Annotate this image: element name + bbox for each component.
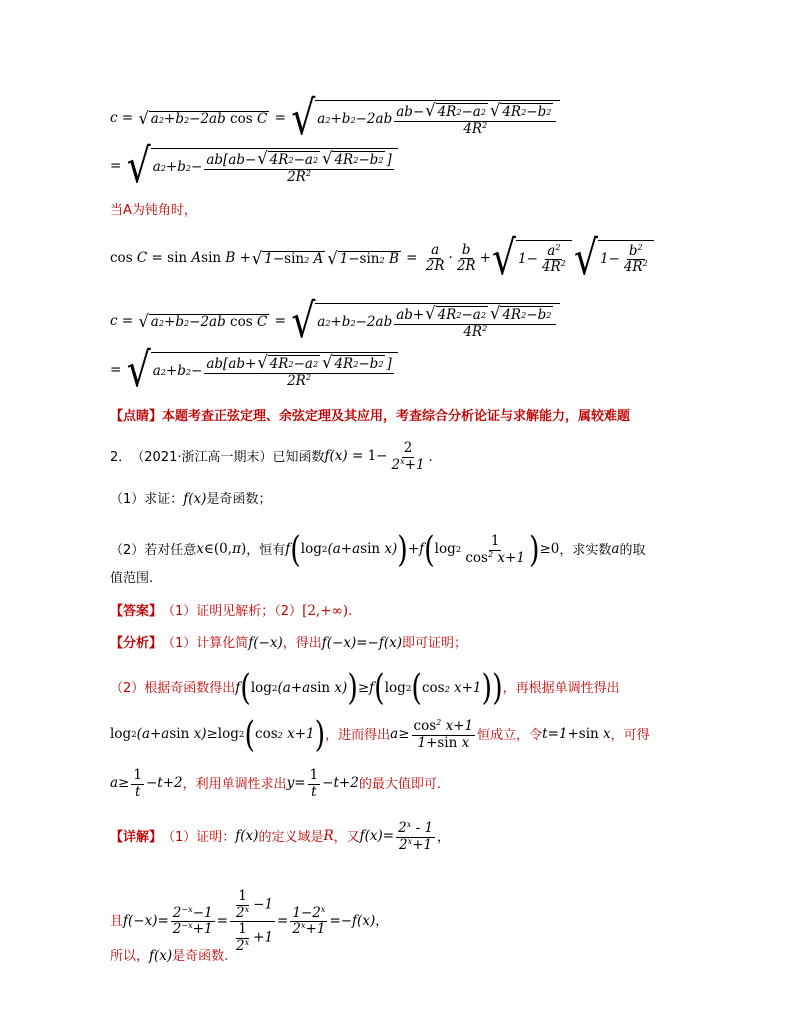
detail-tag: 【详解】 — [110, 829, 163, 845]
conclusion-line: 所以， f(x) 是奇函数. — [110, 948, 229, 965]
analysis-line-4: a≥ $\frac{1}{t}$ −t+2 ，利用单调性求出 y= $\frac{1}{t}$ −t+2 的最大值即可. — [110, 767, 441, 800]
dianjing-text: 本题考查正弦定理、余弦定理及其应用，考查综合分析论证与求解能力，属较难题 — [162, 409, 631, 424]
formula-c-obtuse-first: c = √ a 2 +b 2 −2ab cos C = √ a 2 +b 2 −2ab ab+ √ 4R 2 −a 2 √ 4R 2 −b 2 $4R^2$ — [110, 303, 754, 341]
dianjing-line — [110, 410, 754, 423]
question-2-part2-cont: 值范围. — [110, 571, 154, 586]
question-2-part2: （2） 若对任意 x ∈(0, π ) ，恒有 f ( log 2 (a+a sin x) ) +f ( log 2 $\frac{1}{\cos^2 x+1}$ ) ≥ 0 ，求实数 a 的取 — [110, 529, 646, 571]
obtuse-case-label: 当A为钝角时， — [110, 203, 197, 218]
formula-c-second: = √ a 2 +b 2 − ab[ab− √ 4R 2 −a 2 √ 4R 2 −b 2 ] $2R^2$ — [110, 148, 754, 186]
question-2-stem: 2． （2021·浙江高一期末） 已知函数 f(x) = 1 − $\frac{2}{2^x+1}$ . — [110, 440, 433, 473]
formula-c-obtuse-second: = √ a 2 +b 2 − ab[ab+ √ 4R 2 −a 2 √ 4R 2 −b 2 ] $2R^2$ — [110, 352, 754, 390]
detail-line-1: 【详解】 （1）证明： f(x) 的定义域是 R ，又 f(x)= $\frac{2^x - 1}{2^x+1}$ ， — [110, 819, 451, 853]
answer-line: 【答案】 （1）证明见解析；（2） [2,+∞) . — [110, 603, 353, 620]
analysis-line-2: （2）根据奇函数得出 f ( log 2 (a+a sin x) ) ≥f ( log 2 ( cos 2 x+1 ) ) ，再根据单调性得出 — [110, 668, 620, 709]
analysis-tag: 【分析】 — [110, 636, 163, 652]
formula-c-first: c = √ a 2 +b 2 −2ab cos C = √ a 2 +b 2 −2ab ab− √ 4R 2 −a 2 √ 4R 2 −b 2 $4R^2$ — [110, 100, 754, 138]
detail-line-2: 且 f(−x)= $\frac{2^{-x}-1}{2^{-x}+1}$ = $\frac{1}{2^x}$ −1 $\frac{1}{2^x}$ +1 = $\frac{1-2^x}{2^x+1}$ =−f(x) ， — [110, 888, 389, 954]
analysis-line-3: log 2 (a+a sin x)≥ log 2 ( cos 2 x+1 ) ，进而得出 a≥ $\frac{\cos^2 x+1}{\text{1+sin x}}$ 恒成立，令 t=1+ sin x ，可得 — [110, 714, 650, 756]
dianjing-tag: 【点睛】 — [110, 409, 163, 424]
analysis-line-1: 【分析】 （1）计算化简 f(−x) ，得出 f(−x)=−f(x) 即可证明； — [110, 635, 468, 652]
answer-tag: 【答案】 — [110, 604, 163, 620]
question-2-part1: （1） 求证： f(x) 是奇函数； — [110, 491, 272, 508]
formula-cosC: cos C = sin A sin B + √ 1− sin 2 A √ 1− sin 2 B = $\frac{a}{2R}$ · $\frac{b}{2R}$ + √ 1− $\frac{a^2}{4R^2}$ √ 1− $\frac{b^2}{4R^2}$ — [110, 240, 754, 278]
